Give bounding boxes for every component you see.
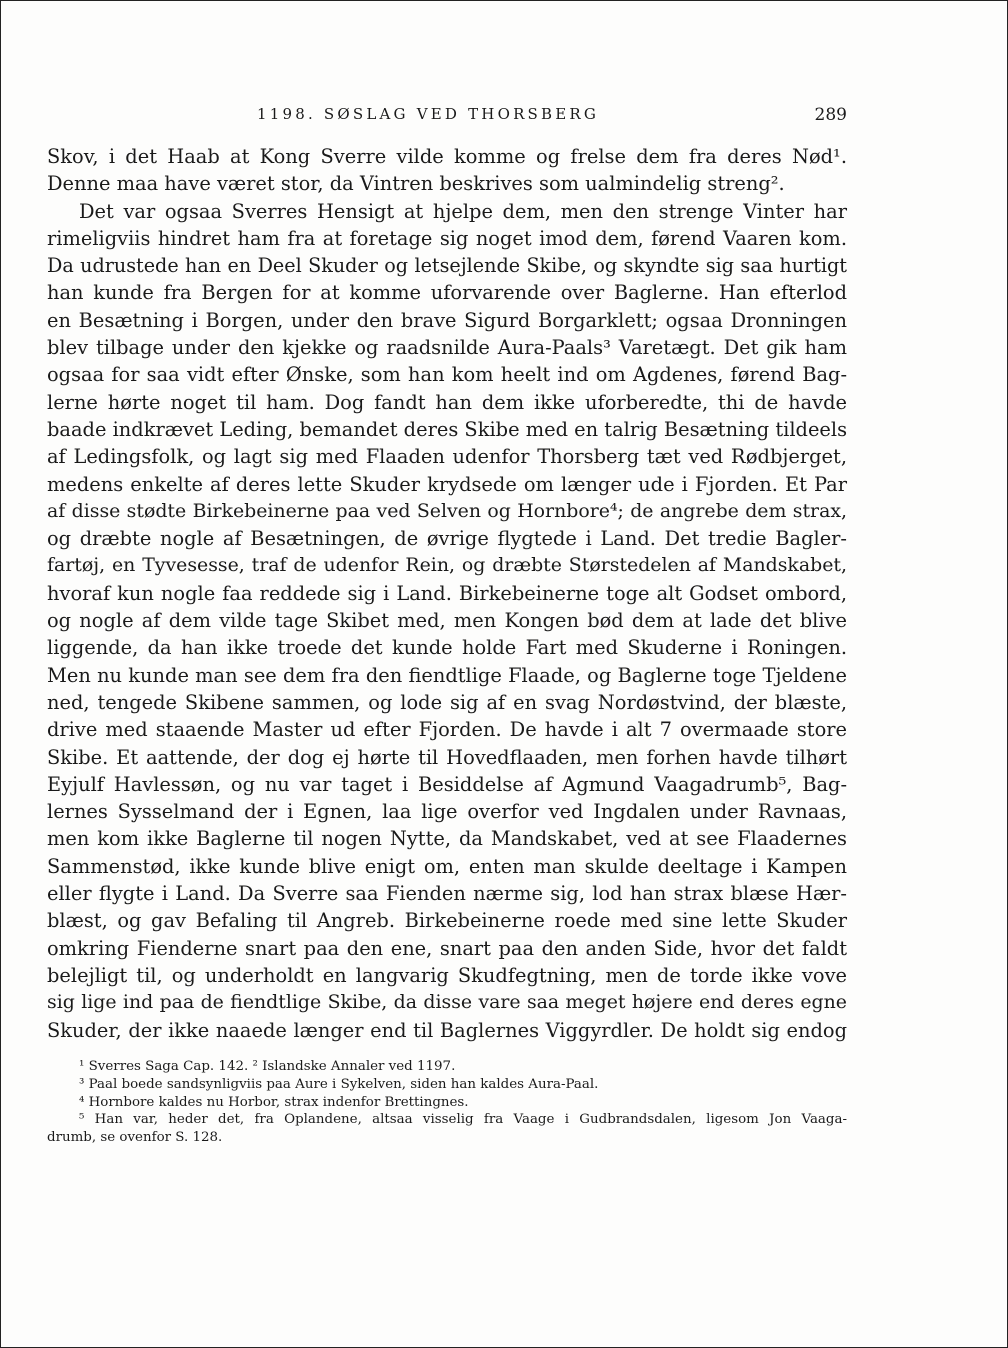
- text-line: lerne hørte noget til ham. Dog fandt han dem ikke uforberedte, thi de havde: [47, 390, 847, 414]
- footnote-line: ⁴ Hornbore kaldes nu Horbor, strax indenfor Brettingnes.: [79, 1094, 469, 1110]
- text-line: eller flygte i Land. Da Sverre saa Fienden nærme sig, lod han strax blæse Hær-: [47, 882, 847, 906]
- text-line: lernes Sysselmand der i Egnen, laa lige overfor ved Ingdalen under Ravnaas,: [47, 800, 847, 824]
- footnote-line: ³ Paal boede sandsynligviis paa Aure i Sykelven, siden han kaldes Aura-Paal.: [79, 1076, 599, 1092]
- text-line: omkring Fienderne snart paa den ene, snart paa den anden Side, hvor det faldt: [47, 936, 847, 960]
- running-header: [257, 105, 847, 129]
- text-line: ogsaa for saa vidt efter Ønske, som han kom heelt ind om Agdenes, førend Bag-: [47, 363, 847, 387]
- chapter-title: 1198. SØSLAG VED THORSBERG: [257, 105, 600, 123]
- text-line: sig lige ind paa de fiendtlige Skibe, da disse vare saa meget højere end deres egne: [47, 991, 847, 1014]
- footnote-line: ⁵ Han var, heder det, fra Oplandene, altsaa visselig fra Vaage i Gudbrandsdalen, ligesom Jon Vaaga-: [79, 1112, 847, 1128]
- text-line: liggende, da han ikke troede det kunde holde Fart med Skuderne i Roningen.: [47, 636, 847, 660]
- text-line: Skibe. Et aattende, der dog ej hørte til Hovedflaaden, men forhen havde tilhørt: [47, 745, 847, 769]
- text-line: ned, tengede Skibene sammen, og lode sig af en svag Nordøstvind, der blæste,: [47, 690, 847, 714]
- text-line: en Besætning i Borgen, under den brave Sigurd Borgarklett; ogsaa Dronningen: [47, 308, 847, 332]
- text-line: men kom ikke Baglerne til nogen Nytte, da Mandskabet, ved at see Flaadernes: [47, 827, 847, 851]
- text-line: belejligt til, og underholdt en langvarig Skudfegtning, men de torde ikke vove: [47, 963, 847, 987]
- text-line: Skuder, der ikke naaede længer end til Baglernes Viggyrdler. De holdt sig endog: [47, 1018, 847, 1042]
- text-line: og dræbte nogle af Besætningen, de øvrige flygtede i Land. Det tredie Bagler-: [47, 527, 847, 551]
- text-line: Skov, i det Haab at Kong Sverre vilde komme og frelse dem fra deres Nød¹.: [47, 145, 847, 168]
- text-line: blæst, og gav Befaling til Angreb. Birkebeinerne roede med sine lette Skuder: [47, 909, 847, 933]
- text-line: han kunde fra Bergen for at komme uforvarende over Baglerne. Han efterlod: [47, 281, 847, 305]
- text-line: og nogle af dem vilde tage Skibet med, men Kongen bød dem at lade det blive: [47, 609, 847, 633]
- text-line: Men nu kunde man see dem fra den fiendtlige Flaade, og Baglerne toge Tjeldene: [47, 663, 847, 687]
- text-line: rimeligviis hindret ham fra at foretage sig noget imod dem, førend Vaaren kom.: [47, 226, 847, 250]
- page-number: 289: [814, 105, 847, 125]
- footnote-line: drumb, se ovenfor S. 128.: [47, 1130, 223, 1146]
- text-line: Denne maa have været stor, da Vintren beskrives som ualmindelig streng².: [47, 172, 785, 196]
- text-line: Eyjulf Havlessøn, og nu var taget i Besiddelse af Agmund Vaagadrumb⁵, Bag-: [47, 772, 847, 796]
- text-line: Da udrustede han en Deel Skuder og letsejlende Skibe, og skyndte sig saa hurtigt: [47, 254, 847, 278]
- text-line: blev tilbage under den kjekke og raadsnilde Aura-Paals³ Varetægt. Det gik ham: [47, 336, 847, 360]
- text-line: baade indkrævet Leding, bemandet deres Skibe med en talrig Besætning tildeels: [47, 417, 848, 441]
- body-text: [47, 143, 847, 1044]
- text-line: Sammenstød, ikke kunde blive enigt om, enten man skulde deeltage i Kampen: [47, 854, 847, 878]
- footnotes: [47, 1058, 847, 1147]
- footnote-line: ¹ Sverres Saga Cap. 142. ² Islandske Annaler ved 1197.: [79, 1059, 456, 1074]
- text-line: hvoraf kun nogle faa reddede sig i Land. Birkebeinerne toge alt Godset ombord,: [47, 581, 847, 605]
- text-line: af disse stødte Birkebeinerne paa ved Selven og Hornbore⁴; de angrebe dem strax,: [47, 499, 847, 522]
- text-line: drive med staaende Master ud efter Fjorden. De havde i alt 7 overmaade store: [47, 718, 847, 742]
- text-line: medens enkelte af deres lette Skuder krydsede om længer ude i Fjorden. Et Par: [47, 472, 847, 496]
- text-line: af Ledingsfolk, og lagt sig med Flaaden udenfor Thorsberg tæt ved Rødbjerget,: [47, 445, 847, 469]
- text-line: Det var ogsaa Sverres Hensigt at hjelpe dem, men den strenge Vinter har: [79, 199, 847, 223]
- text-line: fartøj, en Tyvesesse, traf de udenfor Rein, og dræbte Størstedelen af Mandskabet,: [47, 554, 847, 577]
